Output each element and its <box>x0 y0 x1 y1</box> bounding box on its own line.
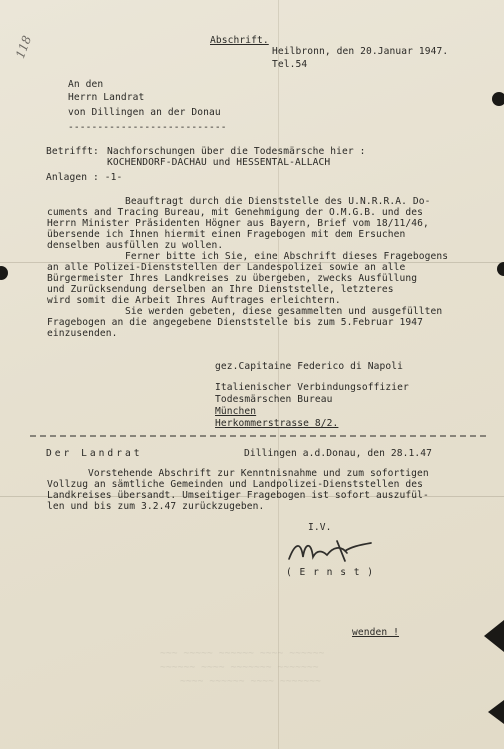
place-date: Heilbronn, den 20.Januar 1947. <box>272 46 449 57</box>
body-line: wird somit die Arbeit Ihres Auftrages erleichtern. <box>47 295 341 306</box>
landrat-label: Der Landrat <box>46 448 143 459</box>
iv-mark: I.V. <box>308 522 332 533</box>
subject-line: KOCHENDORF-DACHAU und HESSENTAL-ALLACH <box>107 157 331 168</box>
signature-line: Todesmärschen Bureau <box>215 394 333 405</box>
paper-tear <box>488 700 504 724</box>
landrat-line: Vollzug an sämtliche Gemeinden und Landpolizei-Dienststellen des <box>47 479 424 490</box>
body-line: denselben ausfüllen zu wollen. <box>47 240 224 251</box>
body-line: Bürgermeister Ihres Landkreises zu übergeben, zwecks Ausfüllung <box>47 273 418 284</box>
signature-line: Italienischer Verbindungsoffizier <box>215 382 409 393</box>
body-line: Beauftragt durch die Dienststelle des U.N.R.R.A. Do- <box>125 196 431 207</box>
address-rule: --------------------------- <box>68 122 227 133</box>
margin-note: 118 <box>13 33 35 61</box>
address-line: An den <box>68 79 104 90</box>
body-line: einzusenden. <box>47 328 118 339</box>
body-line: Herrn Minister Präsidenten Högner aus Bayern, Brief vom 18/11/46, <box>47 218 429 229</box>
body-line: und Zurücksendung derselben an Ihre Dienststelle, letzteres <box>47 284 394 295</box>
bleed-through: ~~~~~~ ~~~~ ~~~~~~~ ~~~~~~~ <box>160 662 319 673</box>
bleed-through: ~~~ ~~~~~ ~~~~~~ ~~~~ ~~~~~~ <box>160 648 325 659</box>
paper-tear <box>484 620 504 652</box>
body-line: Fragebogen an die angegebene Dienststelle bis zum 5.Februar 1947 <box>47 317 424 328</box>
body-line: übersende ich Ihnen hiermit einen Fragebogen mit dem Ersuchen <box>47 229 406 240</box>
attachments: Anlagen : -1- <box>46 172 123 183</box>
section-separator <box>30 434 490 438</box>
bleed-through: ~~~~ ~~~~~~ ~~~~ ~~~~~~~ <box>180 676 322 687</box>
body-line: Ferner bitte ich Sie, eine Abschrift dieses Fragebogens <box>125 251 449 262</box>
punch-hole <box>0 266 8 280</box>
landrat-place-date: Dillingen a.d.Donau, den 28.1.47 <box>244 448 433 459</box>
body-line: an alle Polizei-Dienststellen der Landespolizei sowie an alle <box>47 262 406 273</box>
signature-city: München <box>215 406 257 417</box>
address-line: von Dillingen an der Donau <box>68 107 221 118</box>
address-line: Herrn Landrat <box>68 92 145 103</box>
signature-name: gez.Capitaine Federico di Napoli <box>215 361 404 372</box>
body-line: cuments and Tracing Bureau, mit Genehmigung der O.M.G.B. und des <box>47 207 424 218</box>
landrat-line: Vorstehende Abschrift zur Kenntnisnahme und zum sofortigen <box>88 468 429 479</box>
telephone: Tel.54 <box>272 59 308 70</box>
document-title: Abschrift. <box>210 35 269 46</box>
punch-hole <box>497 262 504 276</box>
body-line: Sie werden gebeten, diese gesammelten und ausgefüllten <box>125 306 443 317</box>
subject-label: Betrifft: <box>46 146 99 157</box>
signatory-name: ( E r n s t ) <box>286 567 375 578</box>
punch-hole <box>492 92 504 106</box>
landrat-line: len und bis zum 3.2.47 zurückzugeben. <box>47 501 265 512</box>
turn-over-note: wenden ! <box>352 627 400 638</box>
signature-address: Herkommerstrasse 8/2. <box>215 418 339 429</box>
landrat-line: Landkreises übersandt. Umseitiger Fragebogen ist sofort auszufül- <box>47 490 429 501</box>
paper-crease <box>278 0 279 749</box>
subject-line: Nachforschungen über die Todesmärsche hier : <box>107 146 366 157</box>
handwritten-signature <box>285 533 375 569</box>
